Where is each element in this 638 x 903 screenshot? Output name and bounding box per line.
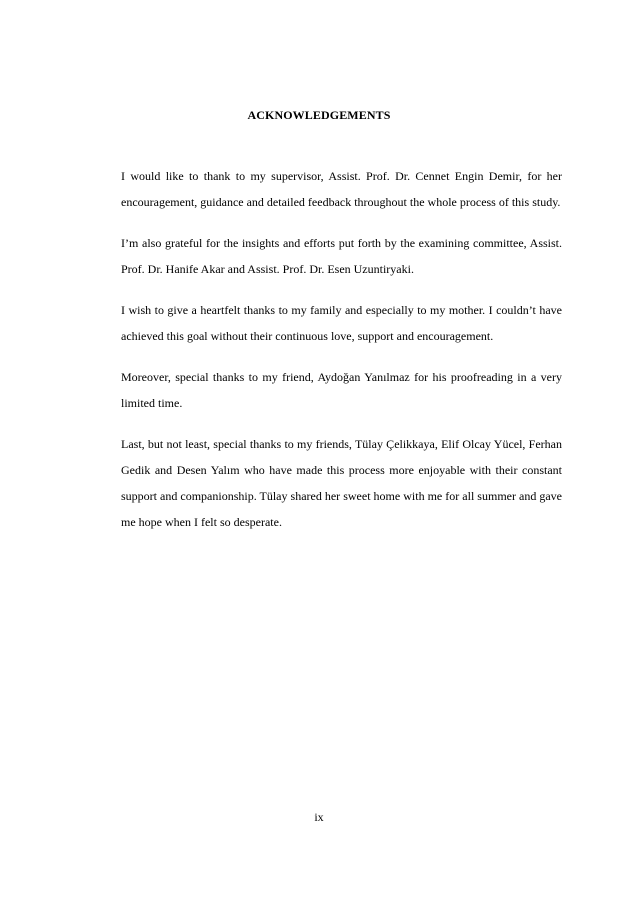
- paragraph-supervisor: I would like to thank to my supervisor, Assist. Prof. Dr. Cennet Engin Demir, for her encouragement, guidance and detailed feedback throughout the whole process of this study.: [121, 169, 562, 209]
- paragraph-friends: Last, but not least, special thanks to my friends, Tülay Çelikkaya, Elif Olcay Yücel, Ferhan Gedik and Desen Yalım who have made this process more enjoyable with their constant support and companionship. Tülay shared her sweet home with me for all summer and gave me hope when I felt so desperate.: [121, 437, 562, 529]
- page-title: ACKNOWLEDGEMENTS: [247, 108, 391, 122]
- paragraph-proofreading: Moreover, special thanks to my friend, Aydoğan Yanılmaz for his proofreading in a very limited time.: [121, 370, 562, 410]
- paragraph-committee: I’m also grateful for the insights and efforts put forth by the examining committee, Assist. Prof. Dr. Hanife Akar and Assist. Prof. Dr. Esen Uzuntiryaki.: [121, 236, 562, 276]
- acknowledgements-body: [121, 163, 562, 550]
- paragraph-family: I wish to give a heartfelt thanks to my family and especially to my mother. I couldn’t have achieved this goal without their continuous love, support and encouragement.: [121, 303, 562, 343]
- page-number: ix: [314, 810, 324, 824]
